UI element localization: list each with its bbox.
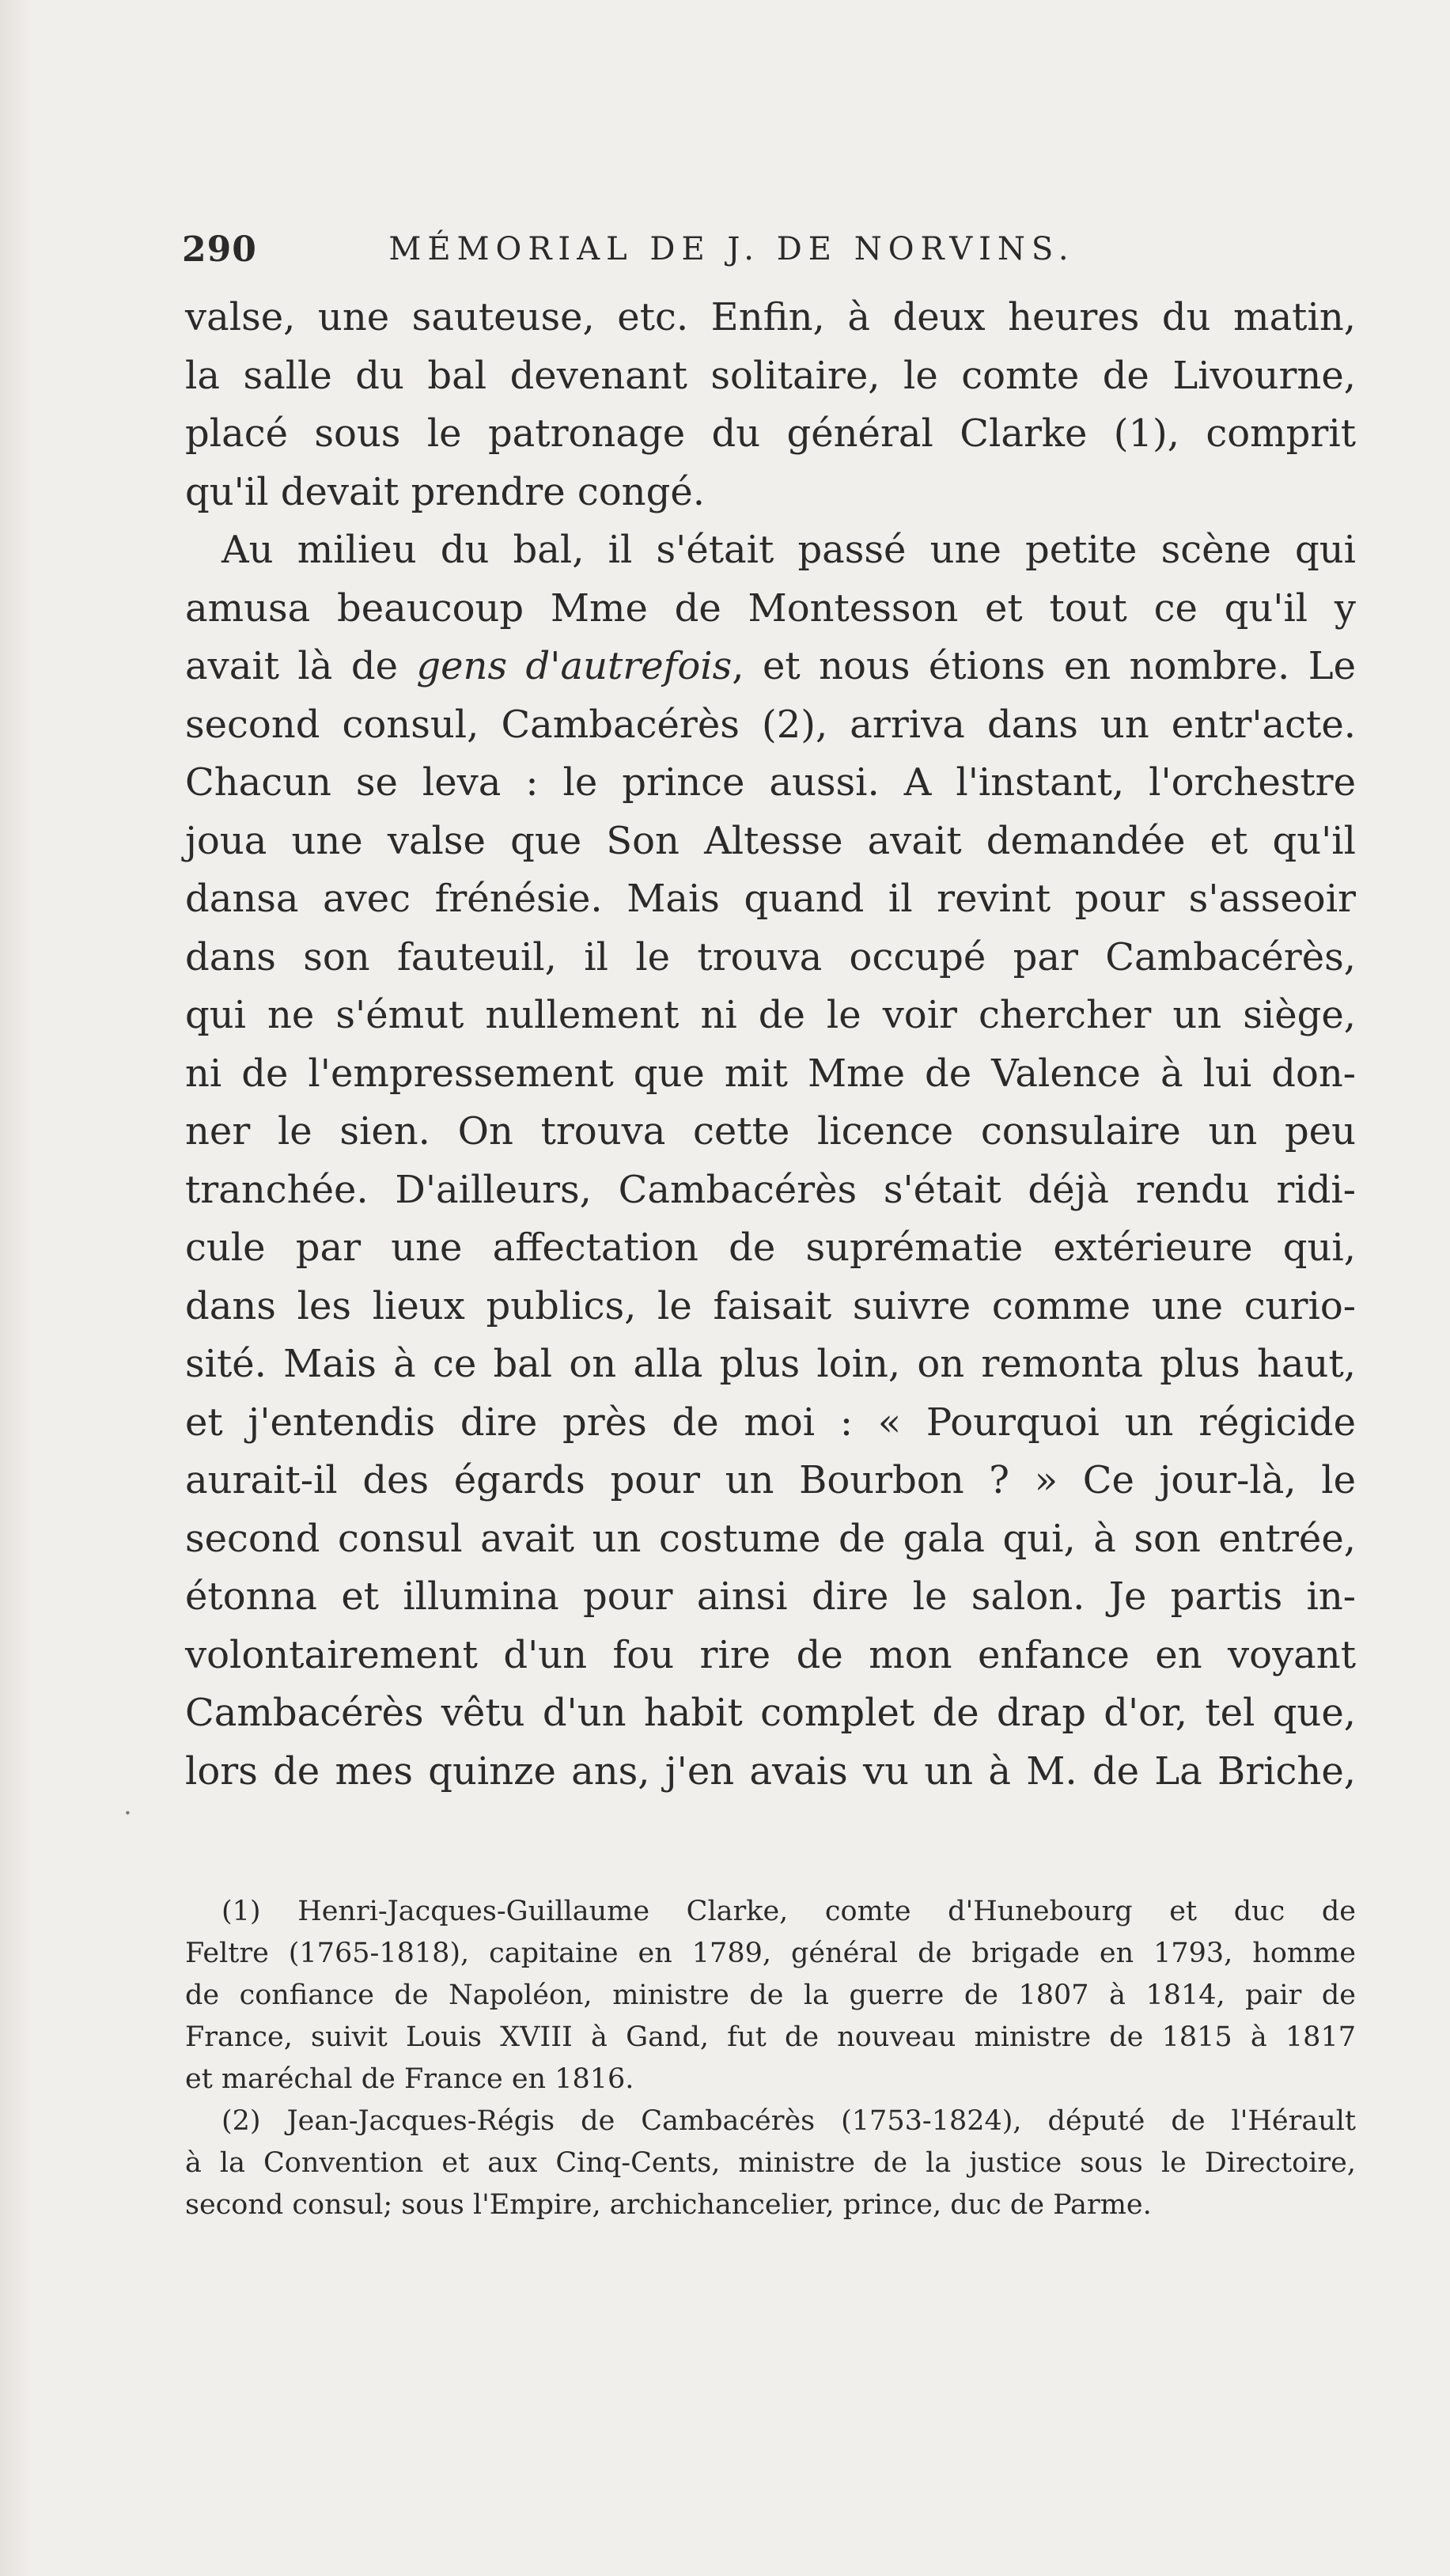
text-line: avait là de gens d'autrefois, et nous étions en nombre. Le	[185, 644, 1357, 688]
footnote-line: et maréchal de France en 1816.	[185, 2063, 634, 2095]
text-line: tranchée. D'ailleurs, Cambacérès s'était déjà rendu ridi-	[185, 1167, 1356, 1212]
text-line: ni de l'empressement que mit Mme de Valence à lui don-	[185, 1051, 1356, 1096]
footnote-line: (2) Jean-Jacques-Régis de Cambacérès (1753-1824), député de l'Hérault	[221, 2105, 1356, 2137]
text-line: cule par une affectation de suprématie extérieure qui,	[185, 1225, 1356, 1270]
text-line: étonna et illumina pour ainsi dire le salon. Je partis in-	[185, 1574, 1356, 1619]
text-line: la salle du bal devenant solitaire, le comte de Livourne,	[185, 353, 1356, 398]
text-line: volontairement d'un fou rire de mon enfance en voyant	[185, 1632, 1356, 1677]
page-header	[182, 229, 1282, 277]
text-line: second consul, Cambacérès (2), arriva dans un entr'acte.	[185, 702, 1356, 747]
footnote-line: à la Convention et aux Cinq-Cents, ministre de la justice sous le Directoire,	[185, 2147, 1356, 2179]
footnote-line: de confiance de Napoléon, ministre de la guerre de 1807 à 1814, pair de	[185, 1979, 1356, 2011]
text-line: Au milieu du bal, il s'était passé une petite scène qui	[221, 528, 1356, 572]
text-line: dans les lieux publics, le faisait suivre comme une curio-	[185, 1283, 1356, 1328]
text-line: et j'entendis dire près de moi : « Pourquoi un régicide	[185, 1400, 1356, 1445]
text-line: joua une valse que Son Altesse avait demandée et qu'il	[185, 818, 1356, 863]
body-text	[185, 289, 1356, 1801]
text-line: Cambacérès vêtu d'un habit complet de drap d'or, tel que,	[185, 1691, 1356, 1735]
text-line: qui ne s'émut nullement ni de le voir chercher un siège,	[185, 993, 1356, 1037]
footnote-line: Feltre (1765-1818), capitaine en 1789, général de brigade en 1793, homme	[185, 1938, 1356, 1969]
text-line: valse, une sauteuse, etc. Enfin, à deux heures du matin,	[185, 295, 1356, 339]
running-title: MÉMORIAL DE J. DE NORVINS.	[388, 231, 1075, 267]
text-line: second consul avait un costume de gala qui, à son entrée,	[185, 1516, 1356, 1561]
text-line: sité. Mais à ce bal on alla plus loin, on remonta plus haut,	[185, 1342, 1356, 1386]
footnote-line: France, suivit Louis XVIII à Gand, fut de nouveau ministre de 1815 à 1817	[185, 2021, 1356, 2053]
footnotes	[185, 1891, 1356, 2226]
text-line: qu'il devait prendre congé.	[185, 469, 705, 514]
text-line: lors de mes quinze ans, j'en avais vu un à M. de La Briche,	[185, 1748, 1356, 1794]
text-line: aurait-il des égards pour un Bourbon ? » Ce jour-là, le	[185, 1458, 1356, 1502]
footnote-line: second consul; sous l'Empire, archichancelier, prince, duc de Parme.	[185, 2189, 1152, 2221]
text-line: placé sous le patronage du général Clarke (1), comprit	[185, 411, 1356, 456]
text-line: amusa beaucoup Mme de Montesson et tout ce qu'il y	[185, 585, 1356, 631]
text-line: Chacun se leva : le prince aussi. A l'instant, l'orchestre	[185, 760, 1356, 805]
margin-mark: ·	[123, 1798, 132, 1829]
page-number: 290	[182, 229, 257, 270]
text-line: ner le sien. On trouva cette licence consulaire un peu	[185, 1109, 1356, 1154]
text-line: dansa avec frénésie. Mais quand il revint pour s'asseoir	[185, 877, 1356, 921]
page-edge-shadow	[0, 0, 32, 2576]
italic-phrase: gens d'autrefois	[416, 644, 733, 688]
text-line: dans son fauteuil, il le trouva occupé par Cambacérès,	[185, 934, 1356, 979]
footnote-line: (1) Henri-Jacques-Guillaume Clarke, comte d'Hunebourg et duc de	[221, 1896, 1356, 1927]
